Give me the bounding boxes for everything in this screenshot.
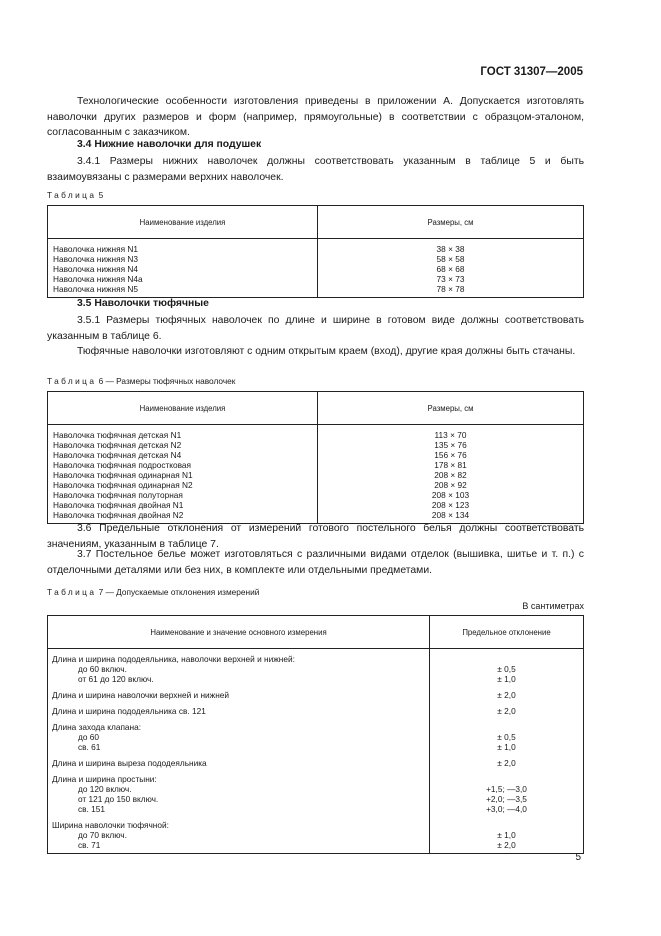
table-row: Наволочка тюфячная полуторная 208 × 103 <box>48 490 584 500</box>
table5-header-size: Размеры, см <box>318 206 584 239</box>
table-row: Наволочка тюфячная детская N1 113 × 70 <box>48 425 584 441</box>
table7-caption: Таблица 7 — Допускаемые отклонения измерений <box>47 587 260 597</box>
table-5 <box>47 205 584 298</box>
table6-header-name: Наименование изделия <box>48 392 318 425</box>
table-row: Ширина наволочки тюфячной: до 70 включ. св. 71 ± 1,0 ± 2,0 <box>48 814 584 854</box>
section-3-4-title: 3.4 Нижние наволочки для подушек <box>77 139 262 150</box>
table7-header-measurement: Наименование и значение основного измерения <box>48 616 430 649</box>
table-row: Наволочка тюфячная детская N4 156 × 76 <box>48 450 584 460</box>
table-row: Наволочка нижняя N5 78 × 78 <box>48 284 584 298</box>
table-row: Наволочка тюфячная одинарная N1 208 × 82 <box>48 470 584 480</box>
section-3-5-paragraph-2: Тюфячные наволочки изготовляют с одним открытым краем (вход), другие края должны быть стачаны. <box>77 346 576 357</box>
intro-paragraph: Технологические особенности изготовления приведены в приложении А. Допускается изготовлять наволочки других размеров и форм (например, прямоугольные) в соответствии с образцом-эталоном, согласованным с заказчиком. <box>47 96 584 138</box>
table-row: Длина и ширина пододеяльника, наволочки верхней и нижней: до 60 включ. от 61 до 120 включ. ± 0,5 ± 1,0 <box>48 649 584 685</box>
table-row: Наволочка тюфячная двойная N1 208 × 123 <box>48 500 584 510</box>
table5-caption: Таблица 5 <box>47 190 104 200</box>
table5-header-name: Наименование изделия <box>48 206 318 239</box>
section-3-4-1-paragraph: 3.4.1 Размеры нижних наволочек должны соответствовать указанным в таблице 5 и быть взаимоувязаны с размерами верхних наволочек. <box>47 156 584 183</box>
table6-caption: Таблица 6 — Размеры тюфячных наволочек <box>47 376 236 386</box>
table-row: Наволочка тюфячная двойная N2 208 × 134 <box>48 510 584 524</box>
table-row: Наволочка нижняя N3 58 × 58 <box>48 254 584 264</box>
page-number: 5 <box>575 852 581 863</box>
section-3-5-1-paragraph: 3.5.1 Размеры тюфячных наволочек по длине и ширине в готовом виде должны соответствовать указанным в таблице 6. <box>47 315 584 342</box>
section-3-5-title: 3.5 Наволочки тюфячные <box>77 298 209 309</box>
table-row: Наволочка тюфячная одинарная N2 208 × 92 <box>48 480 584 490</box>
table-row: Наволочка нижняя N1 38 × 38 <box>48 239 584 255</box>
table-row: Наволочка тюфячная подростковая 178 × 81 <box>48 460 584 470</box>
table-row: Наволочка нижняя N4а 73 × 73 <box>48 274 584 284</box>
table7-header-deviation: Предельное отклонение <box>430 616 584 649</box>
table-7 <box>47 615 584 854</box>
table-row: Длина и ширина выреза пододеяльника ± 2,0 <box>48 752 584 768</box>
table-6 <box>47 391 584 524</box>
table-row: Длина захода клапана: до 60 св. 61 ± 0,5 ± 1,0 <box>48 716 584 752</box>
table-row: Наволочка тюфячная детская N2 135 × 76 <box>48 440 584 450</box>
section-3-7-paragraph: 3.7 Постельное белье может изготовляться с различными видами отделок (вышивка, шитье и т. п.) с отделочными деталями или без них, в комплекте или отдельными предметами. <box>47 549 584 576</box>
table-row: Длина и ширина пододеяльника св. 121 ± 2,0 <box>48 700 584 716</box>
table6-header-size: Размеры, см <box>318 392 584 425</box>
document-header: ГОСТ 31307—2005 <box>480 66 583 78</box>
section-3-6-paragraph: 3.6 Предельные отклонения от измерений готового постельного белья должны соответствовать значениям, указанным в таблице 7. <box>47 523 584 550</box>
table-row: Наволочка нижняя N4 68 × 68 <box>48 264 584 274</box>
table-row: Длина и ширина простыни: до 120 включ. от 121 до 150 включ. св. 151 +1,5; —3,0 +2,0; —3,5 +3,0; —4,0 <box>48 768 584 814</box>
table7-unit-note: В сантиметрах <box>522 601 584 611</box>
table-row: Длина и ширина наволочки верхней и нижней ± 2,0 <box>48 684 584 700</box>
